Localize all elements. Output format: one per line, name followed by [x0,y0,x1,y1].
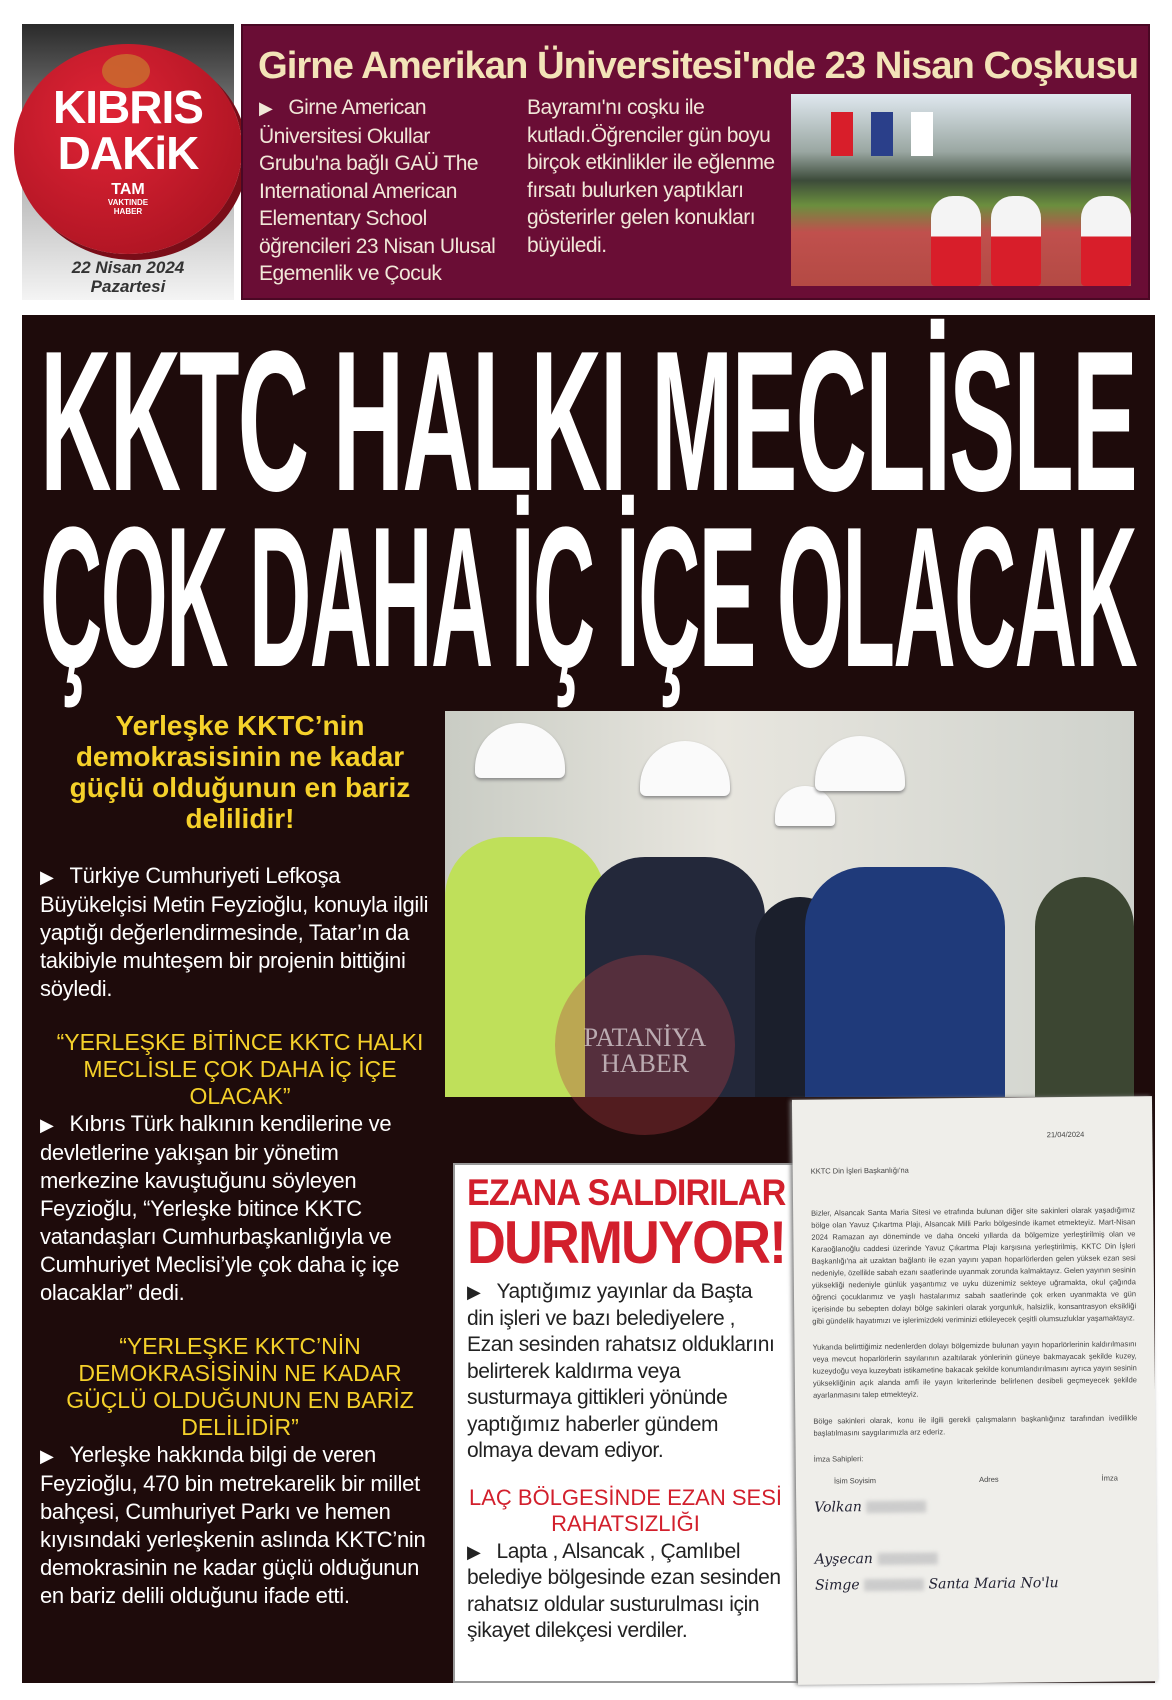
issue-date [22,258,234,296]
ezan-title-2: DURMUYOR! [467,1209,786,1276]
signer-name: Volkan [814,1499,862,1516]
petition-letter-image [792,1096,1158,1685]
ezan-title-1: EZANA SALDIRILAR [467,1172,786,1213]
flag-image [831,112,853,156]
hardhat-image [775,786,835,826]
signer-name: Ayşecan [814,1551,873,1568]
paragraph-1 [40,862,440,1003]
paragraph-text: Lapta , Alsancak , Çamlıbel belediye bölgesinde ezan sesinden rahatsız oldular susturulması için şikayet dilekçesi verdiler. [467,1539,781,1642]
top-story-col1 [259,94,509,288]
top-story-photo [791,94,1131,286]
signature-row [814,1550,1139,1568]
main-photo [445,711,1134,1097]
tagline-main: TAM [111,181,145,198]
watermark-line1: PATANİYA [583,1023,707,1052]
quote-heading-1: “YERLEŞKE BİTİNCE KKTC HALKI MECLİSLE ÇOK DAHA İÇ İÇE OLACAK” [56,1029,424,1109]
letter-date: 21/04/2024 [1046,1129,1085,1140]
logo-line1: KIBRIS [53,81,203,133]
signer-name: Simge [814,1577,860,1594]
flag-image [871,112,893,156]
paragraph-3 [40,1441,440,1610]
flag-image [911,112,933,156]
arrow-icon: ▶ [40,1115,54,1135]
ezan-paragraph-2 [467,1539,784,1645]
letter-signers-label: İmza Sahipleri: [813,1454,864,1464]
watermark [555,955,735,1135]
headline-line2: ÇOK DAHA İÇ İÇE OLACAK [40,486,1136,709]
arrow-icon: ▶ [259,98,273,118]
tagline-sub1: VAKTINDE [107,198,149,207]
col-name: İsim Soyisim [833,1476,877,1486]
ezan-story [453,1163,798,1683]
redacted-block [866,1501,926,1514]
top-story [241,24,1150,300]
arrow-icon: ▶ [467,1541,481,1562]
top-story-col2: Bayramı'nı coşku ile kutladı.Öğrenciler gün boyu birçok etkinlikler ile eğlenme fırsatı bulurken yaptıkları gösterirler gelen konukları büyüledi. [527,96,775,257]
letter-paragraph-3: Bölge sakinleri olarak, konu ile ilgili gerekli çalışmaların başkanlığınız tarafından ivedilikle başlatılmasını saygılarımızla arz ederiz. [813,1413,1138,1438]
main-subhead: Yerleşke KKTC’nin demokrasisinin ne kadar güçlü olduğunun en bariz delilidir! [69,710,411,834]
person-figure [805,867,1005,1097]
logo-line2: DAKiK [57,127,199,179]
date-text: 22 Nisan 2024 [71,258,185,277]
hardhat-image [475,723,565,778]
arrow-icon: ▶ [467,1282,481,1302]
logo-name [22,81,234,179]
paragraph-text: Yerleşke hakkında bilgi de veren Feyzioğlu, 470 bin metrekarelik bir millet bahçesi, Cumhuriyet Parkı ve hemen kıyısındaki yerleşkenin aslında KKTC’nin demokrasinin ne kadar güçlü olduğunun en bariz delili olduğunu ifade etti. [40,1442,426,1608]
letter-paragraph-2: Yukarıda belirttiğimiz nedenlerden dolayı bölgemizde bulunan yayın hoparlörlerinin kaldırılmasını veya mevcut hoparlörlerin sayılarının azaltılarak yönlerinin güneye bakmayacak şekilde kuzey, kuzeydoğu veya kuzeybatı istikametine bakacak şekilde konumlandırılmasını ayrıca yayın sesinin yüksekliğinin açık alanda amfi ile yayın kriterlerinde belirlenen desibeli geçmeyecek şekilde ayarlanmasını talep etmekteyiz. [812,1339,1137,1400]
letter-paragraph-1: Bizler, Alsancak Santa Maria Sitesi ve etrafında bulunan diğer site sakinleri olarak yaşadığımız bölge olan Yavuz Çıkartma Plajı, Alsancak Milli Parkı bölgesinde ikamet etmekteyiz. Mart-Nisan 2024 Ramazan ayı döneminde ve daha önceki yıllarda da bölgemize yerleştirilmiş olan ve Karaoğlanoğlu caddesi üzerinde Yavuz Çıkartma Plajı karşısına yerleştirilmiş, KKTC Din İşleri Başkanlığı'na ait uzaktan bağlantı ile ezan yayını yapan hoparlörlerden gelen yüksek ezan sesi nedeniyle, özellikle sabah ezanı saatlerinde uyanmak zorunda kalmaktayız. Gelen yayının sesinin yüksekliği nedeniyle günlük yaşantımız ve uyku düzenimiz sekteye uğramakta, okul çağında öğrenci çocuklarımız ve yaşlı hastalarımız sabah saatlerinde çok erken uyanmakta ve gün içerisinde bu sebepten dolayı bölge sakinleri olarak yorgunluk, halsizlik, konsantrasyon eksikliği gibi gündelik hayatımızı ve işlerimizdeki veriminizi etkileyecek çeşitli olumsuzluklar yaşamaktayız. [811,1205,1137,1326]
top-story-text1: Girne American Üniversitesi Okullar Grubu'na bağlı GAÜ The International American Elementary School öğrencileri 23 Nisan Ulusal Egemenlik ve Çocuk [259,96,496,285]
signer-address: Santa Maria No'lu [928,1575,1059,1593]
signature-row [814,1575,1139,1594]
person-figure [1035,877,1134,1097]
col-signature: İmza [1101,1473,1118,1483]
redacted-block [864,1579,924,1592]
child-figure [931,196,981,286]
weekday-text: Pazartesi [90,277,166,296]
hardhat-image [815,736,905,791]
hardhat-image [640,741,730,796]
watermark-line2: HABER [600,1049,690,1078]
quote-heading-2: “YERLEŞKE KKTC’NİN DEMOKRASİSİNİN NE KADAR GÜÇLÜ OLDUĞUNUN EN BARİZ DELİLİDİR” [66,1333,414,1440]
paragraph-2 [40,1110,440,1307]
left-column [40,710,440,1610]
paragraph-text: Türkiye Cumhuriyeti Lefkoşa Büyükelçisi Metin Feyzioğlu, konuyla ilgili yaptığı değerlendirmesinde, Tatar’ın da takibiyle muhteşem bir projenin bittiğini söyledi. [40,863,429,1001]
letter-addressee: KKTC Din İşleri Başkanlığı'na [810,1165,909,1176]
col-address: Adres [978,1474,999,1484]
arrow-icon: ▶ [40,867,54,887]
paragraph-text: Yaptığımız yayınlar da Başta din işleri ve bazı belediyelere , Ezan sesinden rahatsız olduklarını belirterek kaldırma veya susturmaya gittikleri yönünde yaptığımız haberler gündem olmaya devam ediyor. [467,1280,775,1462]
signature-row [814,1498,1138,1516]
tagline-sub2: HABER [113,207,143,216]
child-figure [991,196,1041,286]
arrow-icon: ▶ [40,1446,54,1466]
ezan-subhead: LAÇ BÖLGESİNDE EZAN SESİ RAHATSIZLIĞI [469,1484,782,1536]
ezan-paragraph-1 [467,1279,784,1465]
logo-tagline [22,182,234,216]
redacted-block [877,1552,937,1565]
headline-line1: KKTC HALKI MECLİSLE [40,310,1136,533]
top-story-title: Girne Amerikan Üniversitesi'nde 23 Nisan Coşkusu [258,45,1139,87]
letter-table-header [814,1472,1138,1487]
child-figure [1081,196,1131,286]
paragraph-text: Kıbrıs Türk halkının kendilerine ve devletlerine yakışan bir yönetim merkezine kavuştuğunu söyleyen Feyzioğlu, “Yerleşke bitince KKTC vatandaşları Cumhurbaşkanlığıyla ve Cumhuriyet Meclisi’yle çok daha iç içe olacaklar” dedi. [40,1111,400,1305]
